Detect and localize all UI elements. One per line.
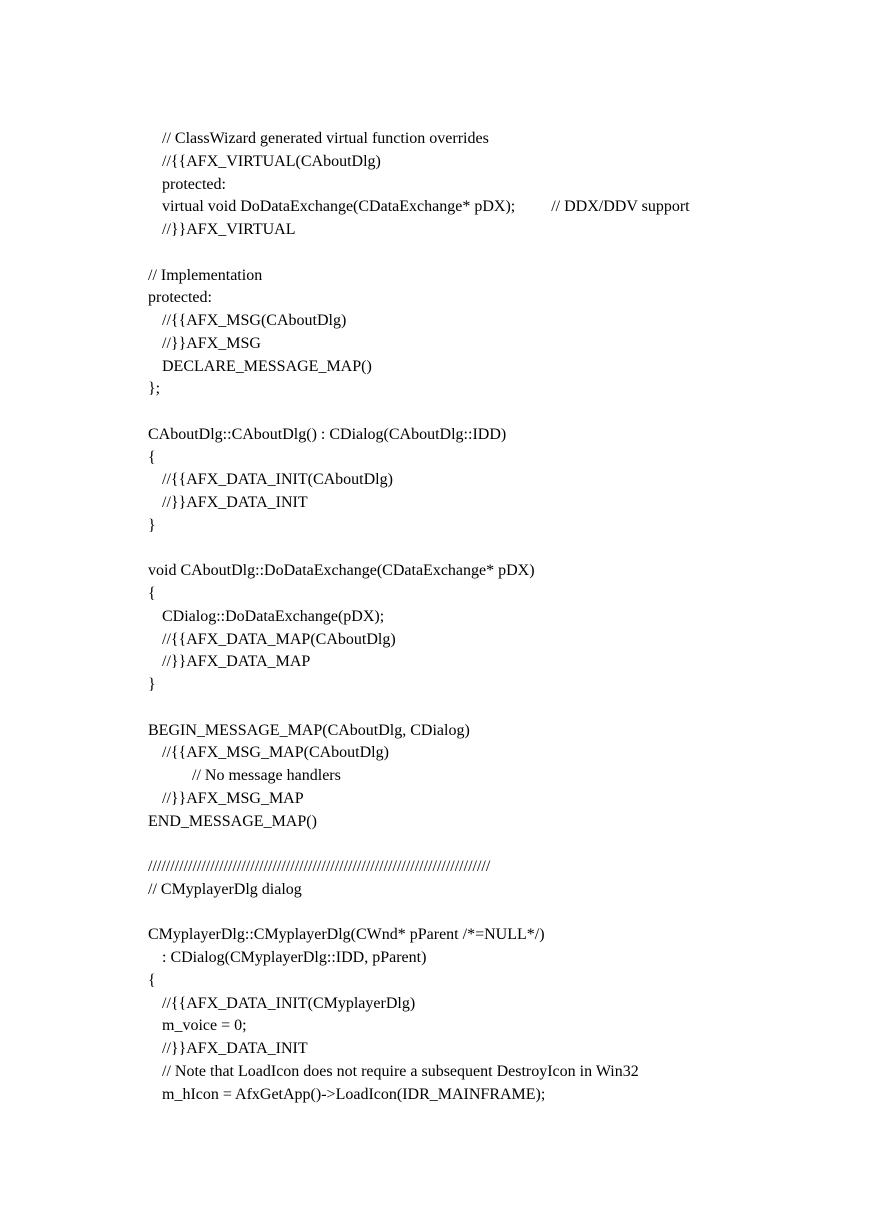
- code-line: // Implementation: [148, 266, 263, 284]
- code-line: /////////////////////////////////////////////////////////////////////////////: [148, 858, 491, 875]
- code-line: //{{AFX_DATA_MAP(CAboutDlg): [162, 630, 396, 648]
- code-line: //{{AFX_VIRTUAL(CAboutDlg): [162, 152, 381, 170]
- code-line: //{{AFX_MSG_MAP(CAboutDlg): [162, 744, 389, 762]
- code-line: protected:: [148, 289, 212, 307]
- code-line: BEGIN_MESSAGE_MAP(CAboutDlg, CDialog): [148, 721, 470, 739]
- code-line: //{{AFX_MSG(CAboutDlg): [162, 312, 347, 329]
- code-line: CDialog::DoDataExchange(pDX);: [162, 607, 385, 625]
- code-line: {: [148, 585, 156, 602]
- code-line: CAboutDlg::CAboutDlg() : CDialog(CAboutDlg::IDD): [148, 425, 507, 443]
- code-line: //}}AFX_DATA_INIT: [162, 494, 308, 511]
- code-line: m_voice = 0;: [162, 1017, 247, 1035]
- blank-line: [148, 538, 690, 561]
- blank-line: [148, 242, 690, 265]
- code-line: // CMyplayerDlg dialog: [148, 880, 302, 898]
- code-line: //}}AFX_MSG: [162, 334, 261, 352]
- code-line: {: [148, 448, 156, 466]
- code-line: protected:: [162, 175, 226, 193]
- code-comment: // DDX/DDV support: [551, 198, 690, 216]
- code-line: //{{AFX_DATA_INIT(CMyplayerDlg): [162, 994, 416, 1012]
- code-line: END_MESSAGE_MAP(): [148, 812, 317, 830]
- code-text: virtual void DoDataExchange(CDataExchange* pDX);: [162, 198, 516, 216]
- blank-line: [148, 902, 690, 925]
- blank-line: [148, 697, 690, 720]
- code-line: }: [148, 516, 156, 534]
- blank-line: [148, 833, 690, 856]
- code-line: }: [148, 676, 156, 693]
- code-line: };: [148, 380, 161, 398]
- code-line: : CDialog(CMyplayerDlg::IDD, pParent): [162, 949, 427, 966]
- code-line: // No message handlers: [192, 767, 341, 784]
- code-listing: [148, 128, 690, 1106]
- code-line: {: [148, 971, 156, 989]
- code-line: //}}AFX_DATA_MAP: [162, 653, 311, 671]
- code-line: //{{AFX_DATA_INIT(CAboutDlg): [162, 471, 393, 489]
- code-line: //}}AFX_VIRTUAL: [162, 221, 296, 238]
- code-line: m_hIcon = AfxGetApp()->LoadIcon(IDR_MAINFRAME);: [162, 1085, 546, 1103]
- code-line: // ClassWizard generated virtual function overrides: [162, 130, 489, 147]
- code-line: DECLARE_MESSAGE_MAP(): [162, 357, 372, 375]
- code-line: CMyplayerDlg::CMyplayerDlg(CWnd* pParent /*=NULL*/): [148, 926, 545, 944]
- blank-line: [148, 401, 690, 424]
- code-line: //}}AFX_MSG_MAP: [162, 789, 304, 807]
- code-line: void CAboutDlg::DoDataExchange(CDataExchange* pDX): [148, 562, 535, 580]
- code-line: // Note that LoadIcon does not require a subsequent DestroyIcon in Win32: [162, 1062, 639, 1080]
- code-line: //}}AFX_DATA_INIT: [162, 1040, 308, 1057]
- code-line: [148, 196, 690, 219]
